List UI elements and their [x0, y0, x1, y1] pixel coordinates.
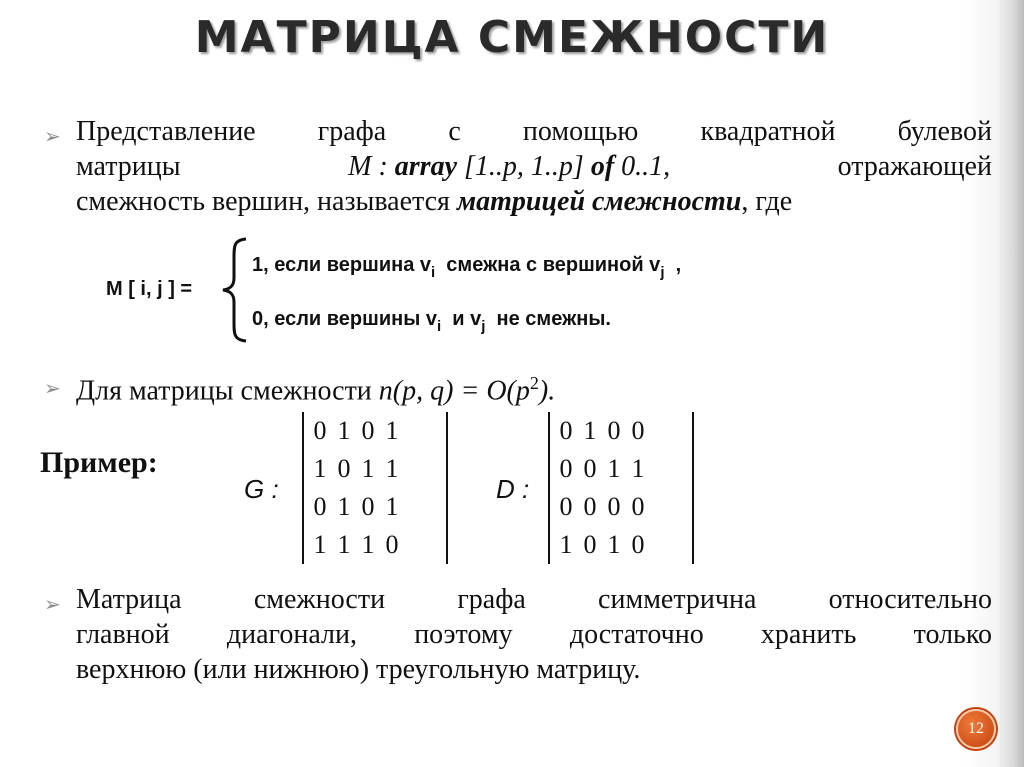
example-label: Пример:: [40, 446, 158, 479]
matrix-g-row: [308, 526, 442, 564]
decl-colon: :: [378, 151, 388, 182]
matrix-d-cell: 0: [583, 454, 597, 483]
case-2-text-c: не смежны.: [496, 308, 611, 330]
matrix-d-cell: 0: [607, 492, 621, 521]
bullet-3-text: [76, 582, 992, 687]
matrix-word: матрицы: [76, 151, 181, 182]
bullet-1-line-1: Представление графа с помощью квадратной булевой: [76, 116, 992, 147]
case-2-text-a: 0, если вершины v: [252, 308, 437, 330]
matrix-d-cell: 1: [583, 416, 597, 445]
matrix-g-cell: 1: [361, 530, 375, 559]
slide-title: МАТРИЦА СМЕЖНОСТИ: [194, 12, 830, 63]
matrix-g-row: [308, 412, 442, 450]
matrix-g-cell: 1: [385, 416, 399, 445]
bullet-arrow-icon: ➢: [44, 124, 61, 148]
adjacency-formula: [106, 236, 826, 346]
matrix-g-cell: 1: [337, 416, 351, 445]
case-2-sub-j: j: [481, 318, 486, 335]
matrix-g-row: [308, 488, 442, 526]
matrix-d-row: [554, 526, 688, 564]
matrix-d-cell: 0: [559, 492, 573, 521]
matrix-g-cell: 1: [361, 454, 375, 483]
matrix-d-cell: 1: [631, 454, 645, 483]
bullet-3-line-1: Матрица смежности графа симметрична относительно: [76, 584, 992, 615]
matrix-g-cell: 1: [385, 492, 399, 521]
matrix-g-cell: 0: [385, 530, 399, 559]
decl-M: M: [348, 151, 372, 182]
matrix-d-cell: 1: [607, 530, 621, 559]
bullet-2-text: [76, 366, 992, 408]
matrix-g-cell: 0: [313, 492, 327, 521]
matrix-d-row: [554, 488, 688, 526]
matrix-d-label: D :: [496, 474, 530, 504]
matrix-g-cell: 1: [337, 492, 351, 521]
matrix-g-cell: 1: [385, 454, 399, 483]
decl-of: of: [590, 151, 615, 182]
matrix-g-cell: 0: [313, 416, 327, 445]
bullet-1-text: [76, 114, 992, 219]
matrix-g-cell: 1: [313, 530, 327, 559]
bullet-1-line-3-end: , где: [741, 186, 793, 217]
bullet-arrow-icon: ➢: [44, 592, 61, 616]
matrix-d-row: [554, 412, 688, 450]
matrix-g-cell: 0: [337, 454, 351, 483]
matrix-d-cell: 1: [559, 530, 573, 559]
matrix-g-cell: 1: [313, 454, 327, 483]
bullet-3-line-3: верхнюю (или нижнюю) треугольную матрицу.: [76, 654, 641, 685]
matrix-d-cell: 0: [559, 454, 573, 483]
matrix-g-cell: 1: [337, 530, 351, 559]
bullet-arrow-icon: ➢: [44, 376, 61, 400]
page-curl-edge: [1000, 0, 1002, 767]
adjacency-term: матрицей смежности: [456, 186, 742, 217]
case-2-text-b: и v: [452, 308, 482, 330]
matrix-d-cell: 0: [583, 492, 597, 521]
matrix-d-row: [554, 450, 688, 488]
matrix-d-cell: 0: [583, 530, 597, 559]
matrix-d: [548, 412, 694, 564]
decl-range: [1..p, 1..p]: [464, 151, 584, 182]
matrix-d-cell: 0: [559, 416, 573, 445]
case-1-comma: ,: [675, 254, 682, 276]
reflecting-word: отражающей: [837, 151, 992, 182]
case-1-sub-i: i: [431, 264, 436, 281]
case-1-text-b: смежна с вершиной v: [446, 254, 661, 276]
bullet-1-line-3-start: смежность вершин, называется: [76, 186, 450, 217]
matrix-d-cell: 1: [607, 454, 621, 483]
matrix-d-cell: 0: [631, 416, 645, 445]
decl-array: array: [394, 151, 458, 182]
matrix-d-cell: 0: [607, 416, 621, 445]
decl-values: 0..1,: [621, 151, 671, 182]
left-brace-icon: [220, 236, 250, 344]
matrix-declaration: [348, 149, 670, 184]
formula-case-1: [252, 254, 681, 281]
bullet-1-line-3: [76, 184, 992, 219]
bullet-1-line-2: [76, 149, 992, 184]
formula-case-2: [252, 308, 611, 335]
case-1-text-a: 1, если вершина v: [252, 254, 431, 276]
page-number-badge: 12: [956, 709, 996, 749]
matrix-d-cell: 0: [631, 530, 645, 559]
complexity-exponent: 2: [529, 373, 539, 393]
matrix-d-cell: 0: [631, 492, 645, 521]
bullet-2-lead: Для матрицы смежности: [76, 375, 372, 407]
complexity-end: ).: [538, 375, 556, 407]
matrix-g-cell: 0: [361, 416, 375, 445]
matrix-g-cell: 0: [361, 492, 375, 521]
case-2-sub-i: i: [436, 318, 442, 335]
case-1-sub-j: j: [660, 264, 665, 281]
matrix-g-label: G :: [244, 474, 279, 504]
matrix-g-row: [308, 450, 442, 488]
complexity-expression: n(p, q) = O(p: [378, 375, 530, 407]
bullet-3-line-2: главной диагонали, поэтому достаточно хранить только: [76, 619, 992, 650]
formula-lhs: M [ i, j ] =: [106, 278, 193, 300]
matrix-g: [302, 412, 448, 564]
